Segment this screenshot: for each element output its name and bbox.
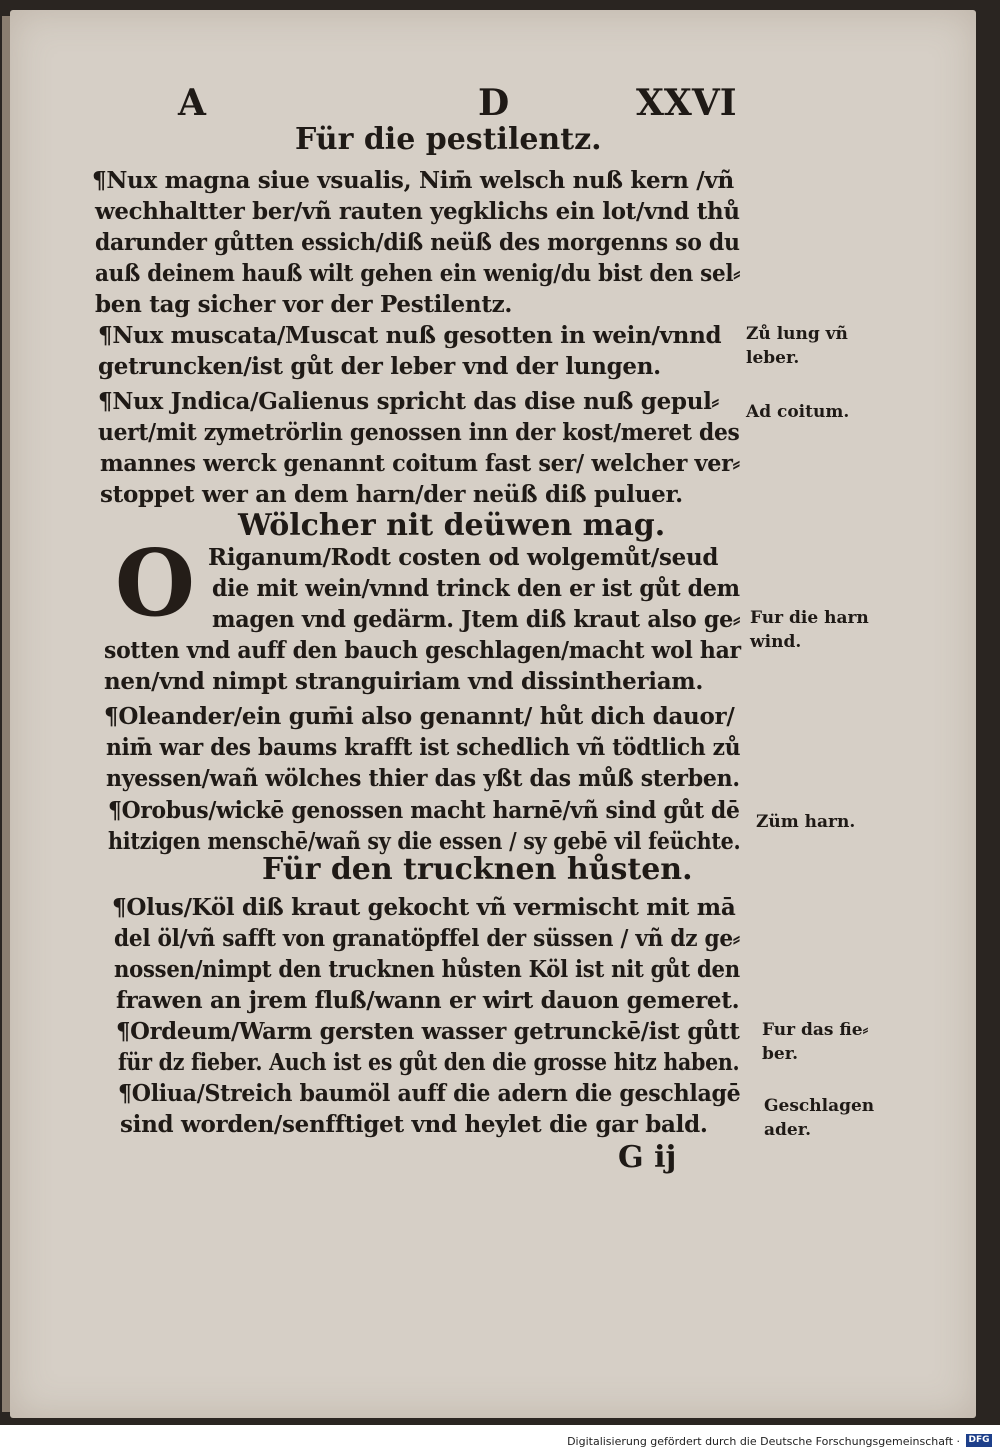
text-line: magen vnd gedärm. Jtem diß kraut also ge⸗ — [212, 606, 741, 633]
text-line: nen/vnd nimpt stranguiriam vnd dissintheriam. — [104, 668, 704, 695]
section-title-deuwen: Wölcher nit deüwen mag. — [238, 508, 666, 543]
text-line: auß deinem hauß wilt gehen ein wenig/du bist den sel⸗ — [95, 260, 741, 287]
margin-note: Ad coitum. — [746, 402, 850, 422]
section-title-husten: Für den trucknen hůsten. — [262, 852, 693, 887]
text-line: Riganum/Rodt costen od wolgemůt/seud — [208, 544, 719, 571]
margin-note: Zů lung vñ leber. — [746, 324, 848, 368]
text-line: ¶Olus/Köl diß kraut gekocht vñ vermischt mit mā — [112, 894, 736, 921]
text-line: ¶Oliua/Streich baumöl auff die adern die geschlagē — [118, 1080, 741, 1107]
text-line: ben tag sicher vor der Pestilentz. — [95, 291, 513, 318]
text-line: hitzigen menschē/wañ sy die essen / sy gebē vil feüchte. — [108, 828, 741, 855]
text-line: ¶Nux magna siue vsualis, Nim̄ welsch nuß kern /vñ — [92, 167, 734, 194]
text-line: für dz fieber. Auch ist es gůt den die grosse hitz haben. — [118, 1049, 740, 1076]
digitization-credit: Digitalisierung gefördert durch die Deutsche Forschungsgemeinschaft · — [567, 1435, 960, 1448]
signature-mid: D — [478, 82, 510, 124]
text-line: ¶Nux muscata/Muscat nuß gesotten in wein/vnnd — [98, 322, 722, 349]
margin-note: Fur das fie⸗ ber. — [762, 1020, 869, 1064]
margin-note: Fur die harn wind. — [750, 608, 869, 652]
text-line: nyessen/wañ wölches thier das yßt das můß sterben. — [106, 765, 740, 792]
text-line: darunder gůtten essich/diß neüß des morgenns so du — [95, 229, 740, 256]
text-line: nim̄ war des baums krafft ist schedlich vñ tödtlich zů — [106, 734, 741, 761]
folio-number: XXVI — [636, 82, 737, 124]
dfg-logo: DFG — [966, 1434, 992, 1447]
text-line: wechhaltter ber/vñ rauten yegklichs ein lot/vnd thů — [95, 198, 740, 225]
text-line: uert/mit zymetrörlin genossen inn der kost/meret des — [98, 419, 740, 446]
decorated-initial: O — [114, 529, 196, 637]
text-line: ¶Orobus/wickē genossen macht harnē/vñ sind gůt dē — [108, 797, 740, 824]
margin-note: Geschlagen ader. — [764, 1096, 875, 1140]
text-line: die mit wein/vnnd trinck den er ist gůt dem — [212, 575, 740, 602]
text-line: ¶Nux Jndica/Galienus spricht das dise nuß gepul⸗ — [98, 388, 719, 415]
text-line: mannes werck genannt coitum fast ser/ welcher ver⸗ — [100, 450, 740, 477]
text-line: frawen an jrem fluß/wann er wirt dauon gemeret. — [116, 987, 740, 1014]
text-line: del öl/vñ safft von granatöpffel der süssen / vñ dz ge⸗ — [114, 925, 740, 952]
section-title-pestilentz: Für die pestilentz. — [295, 122, 602, 157]
text-line: sotten vnd auff den bauch geschlagen/macht wol har — [104, 637, 741, 664]
text-line: nossen/nimpt den trucknen hůsten Köl ist nit gůt den — [114, 956, 740, 983]
signature-left: A — [178, 82, 206, 124]
text-line: stoppet wer an dem harn/der neüß diß puluer. — [100, 481, 683, 508]
catchword-signature: G ij — [618, 1140, 677, 1175]
text-line: sind worden/senfftiget vnd heylet die gar bald. — [120, 1111, 708, 1138]
text-line: ¶Ordeum/Warm gersten wasser getrunckē/ist gůtt — [116, 1018, 740, 1045]
text-line: getruncken/ist gůt der leber vnd der lungen. — [98, 353, 661, 380]
margin-note: Züm harn. — [756, 812, 856, 832]
text-line: ¶Oleander/ein gum̄i also genannt/ hůt dich dauor/ — [104, 703, 735, 730]
